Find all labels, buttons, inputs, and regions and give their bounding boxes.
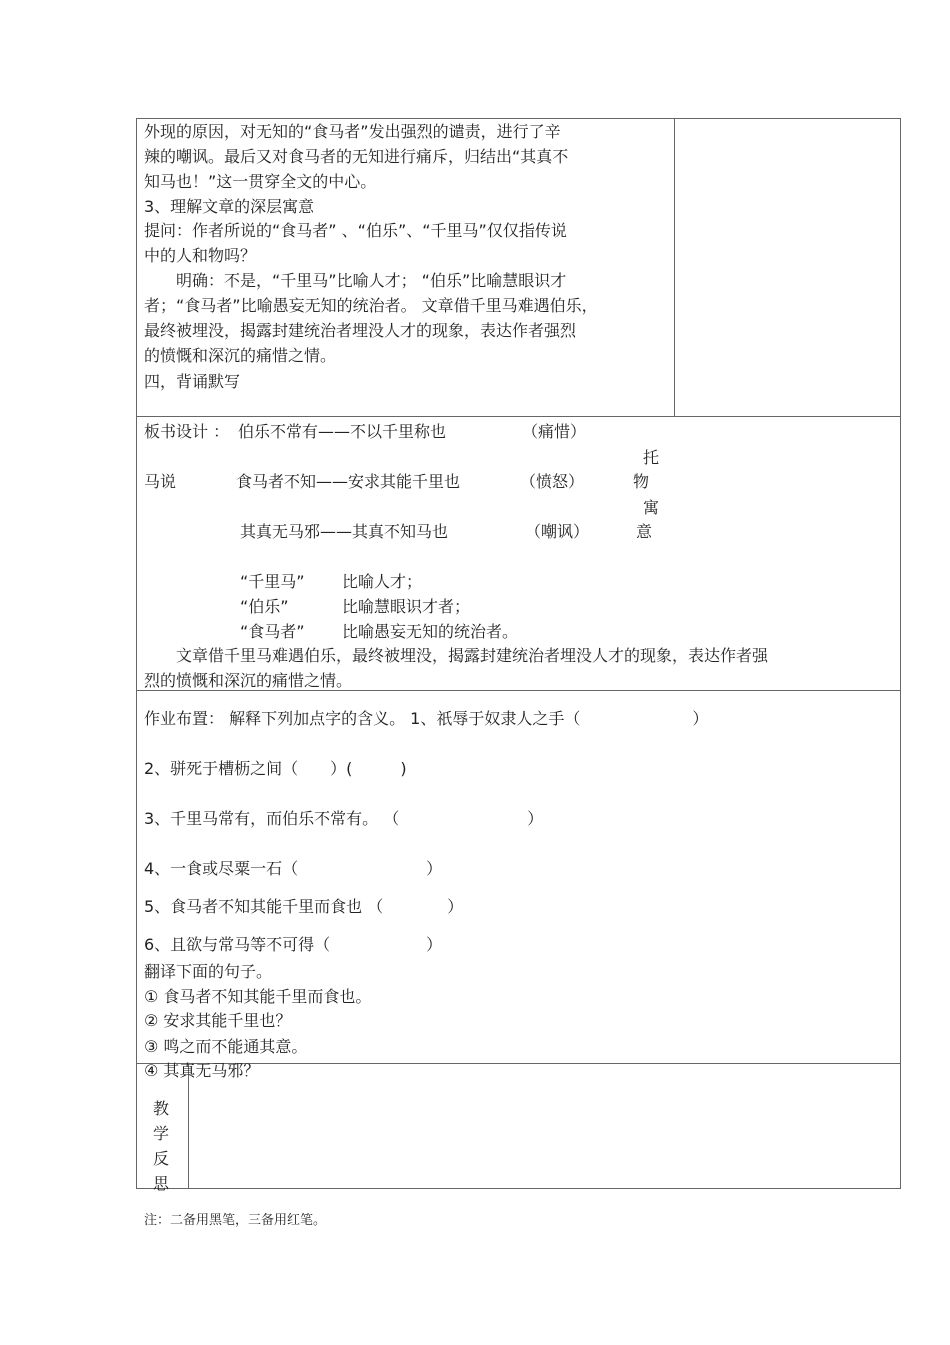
- translate-sentence: ② 安求其能千里也？: [144, 1011, 292, 1030]
- board-side-char: 寓: [642, 498, 659, 517]
- content-line: 最终被埋没，揭露封建统治者埋没人才的现象，表达作者强烈: [144, 321, 577, 340]
- homework-item: 4、一食或尽粟一石（ ）: [144, 859, 443, 878]
- board-summary: 烈的愤慨和深沉的痛惜之情。: [144, 671, 353, 690]
- content-line: 的愤慨和深沉的痛惜之情。: [144, 346, 337, 365]
- homework-item: 3、千里马常有，而伯乐不常有。 （ ）: [144, 809, 544, 828]
- metaphor-meaning: 比喻慧眼识才者；: [342, 597, 471, 616]
- content-line: 四，背诵默写: [144, 372, 241, 391]
- translate-sentence: ③ 鸣之而不能通其意。: [144, 1037, 308, 1056]
- homework-item: 6、且欲与常马等不可得（ ）: [144, 935, 443, 954]
- reflection-label-char: 反: [152, 1149, 169, 1168]
- board-line-3: 其真无马邪——其真不知马也: [240, 522, 449, 541]
- metaphor-term: “伯乐”: [240, 597, 289, 616]
- board-title: 马说: [144, 472, 177, 491]
- board-line-3-emotion: （嘲讽）: [525, 522, 590, 541]
- content-line: 中的人和物吗？: [144, 246, 257, 265]
- content-line: 明确：不是，“千里马”比喻人才； “伯乐”比喻慧眼识才: [144, 271, 567, 290]
- translate-sentence: ④ 其真无马邪？: [144, 1061, 260, 1080]
- board-side-char: 意: [635, 522, 652, 541]
- content-line: 3、理解文章的深层寓意: [144, 197, 315, 216]
- footer-note: 注：二备用黑笔，三备用红笔。: [144, 1213, 327, 1228]
- right-column-divider: [674, 118, 675, 417]
- content-line: 提问：作者所说的“食马者” 、“伯乐”、“千里马”仅仅指传说: [144, 221, 567, 240]
- board-summary: 文章借千里马难遇伯乐，最终被埋没，揭露封建统治者埋没人才的现象，表达作者强: [144, 646, 769, 665]
- board-line-2-emotion: （愤怒）: [520, 472, 585, 491]
- board-line-2: 食马者不知——安求其能千里也: [236, 472, 461, 491]
- metaphor-meaning: 比喻人才；: [342, 572, 423, 591]
- translate-title: 翻译下面的句子。: [144, 962, 273, 981]
- content-line: 外现的原因，对无知的“食马者”发出强烈的谴责，进行了辛: [144, 122, 561, 141]
- content-line: 者；“食马者”比喻愚妄无知的统治者。 文章借千里马难遇伯乐，: [144, 296, 598, 315]
- board-side-char: 托: [642, 448, 659, 467]
- metaphor-meaning: 比喻愚妄无知的统治者。: [342, 622, 519, 641]
- board-line-1-emotion: （痛惜）: [522, 422, 587, 441]
- board-label: 板书设计 ：: [144, 422, 230, 441]
- metaphor-term: “千里马”: [240, 572, 305, 591]
- row-divider-1: [136, 416, 901, 417]
- board-line-1: 伯乐不常有——不以千里称也: [238, 422, 447, 441]
- homework-item: 5、食马者不知其能千里而食也 （ ）: [144, 897, 464, 916]
- homework-item: 2、骈死于槽枥之间（ ）( ): [144, 759, 407, 778]
- metaphor-term: “食马者”: [240, 622, 305, 641]
- content-line: 辣的嘲讽。最后又对食马者的无知进行痛斥，归结出“其真不: [144, 147, 569, 166]
- reflection-label-char: 思: [152, 1174, 169, 1193]
- homework-intro: 作业布置： 解释下列加点字的含义。 1、祇辱于奴隶人之手（ ）: [144, 709, 709, 728]
- reflection-label-char: 学: [152, 1124, 169, 1143]
- translate-sentence: ① 食马者不知其能千里而食也。: [144, 987, 372, 1006]
- reflection-label-char: 教: [152, 1099, 169, 1118]
- content-line: 知马也！”这一贯穿全文的中心。: [144, 172, 377, 191]
- board-side-char: 物: [632, 472, 649, 491]
